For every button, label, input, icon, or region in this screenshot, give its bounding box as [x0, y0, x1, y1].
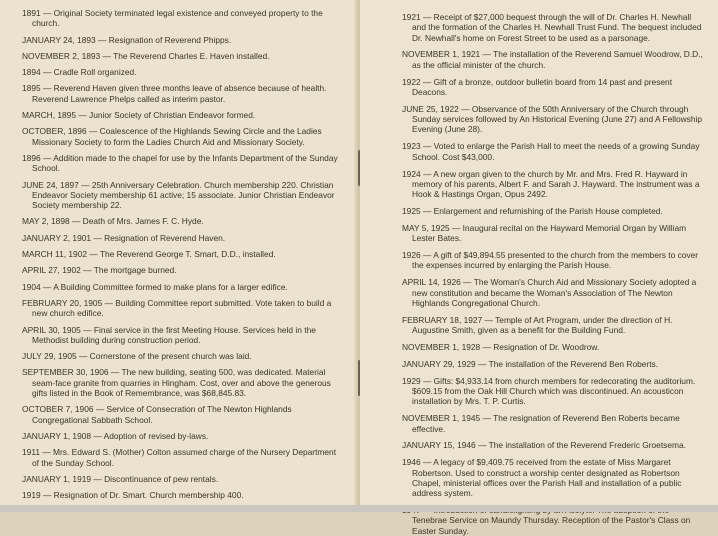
timeline-entry: JANUARY 2, 1901 — Resignation of Reverend Haven. — [22, 232, 226, 243]
timeline-entry: JUNE 25, 1922 — Observance of the 50th Anniversary of the Church through Sunday services followed by An Historical Evening (June 27) and A Fellowship Evening (June 28). — [402, 103, 703, 135]
timeline-entry: 1919 — Resignation of Dr. Smart. Church membership 400. — [22, 490, 244, 501]
timeline-entry: NOVEMBER 2, 1893 — The Reverend Charles E. Haven installed. — [22, 50, 270, 61]
timeline-entry: SEPTEMBER 30, 1906 — The new building, seating 500, was dedicated. Material seam-face granite from quarries in Hingham. Cost, over and above the generous gifts listed in the Book of Remembrance, was $68,845.83. — [22, 367, 331, 399]
timeline-entry: FEBRUARY 20, 1905 — Building Committee report submitted. Vote taken to build a new church edifice. — [22, 297, 332, 319]
timeline-entry: JANUARY 29, 1929 — The installation of the Reverend Ben Roberts. — [402, 358, 659, 369]
timeline-entry: 1923 — Voted to enlarge the Parish Hall to meet the needs of a growing Sunday School. Cost $43,000. — [402, 141, 700, 162]
timeline-entry: FEBRUARY 18, 1927 — Temple of Art Program, under the direction of H. Augustine Smith, given as a benefit for the Building Fund. — [402, 314, 673, 336]
timeline-entry: 1911 — Mrs. Edward S. (Mother) Colton assumed charge of the Nursery Department of the Sunday School. — [22, 447, 337, 468]
timeline-entry: JANUARY 24, 1893 — Resignation of Reverend Phipps. — [22, 34, 232, 45]
timeline-entry: MARCH 11, 1902 — The Reverend George T. Smart, D.D., installed. — [22, 249, 276, 260]
timeline-entry: APRIL 30, 1905 — Final service in the first Meeting House. Services held in the Methodist building during construction period. — [22, 324, 316, 345]
timeline-entry: JANUARY 15, 1946 — The installation of the Reverend Frederic Groetsema. — [402, 440, 686, 451]
timeline-entry: 1921 — Receipt of $27,000 bequest through the will of Dr. Charles H. Newhall and the formation of the Charles H. Newhall Trust Fund. The bequest included Dr. Newhall's home on Forest Street to be used as a parsonage. — [402, 12, 702, 43]
timeline-entry: 1904 — A Building Committee formed to make plans for a larger edifice. — [22, 281, 288, 292]
timeline-entry: NOVEMBER 1, 1928 — Resignation of Dr. Woodrow. — [402, 341, 600, 352]
timeline-entry: APRIL 14, 1926 — The Woman's Church Aid and Missionary Society adopted a new constitution and became the Woman's Association of The Newton Highlands Congregational Church. — [402, 277, 697, 308]
timeline-entry: MAY 2, 1898 — Death of Mrs. James F. C. Hyde. — [22, 216, 204, 227]
timeline-entry: APRIL 27, 1902 — The mortgage burned. — [22, 265, 177, 276]
timeline-entry: 1924 — A new organ given to the church by Mr. and Mrs. Fred R. Hayward in memory of his parents, Albert F. and Sarah J. Hayward. The instrument was a Hook & Hastings Organ, Opus 2492. — [402, 168, 700, 200]
timeline-entry: OCTOBER 7, 1906 — Service of Consecration of The Newton Highlands Congregational Sabbath School. — [22, 404, 292, 425]
timeline-entry: Tenebrae Service on Maundy Thursday. Reception of the Pastor's Class on Easter Sunday. — [412, 515, 691, 536]
timeline-entry: NOVEMBER 1, 1945 — The resignation of Reverend Ben Roberts became effective. — [402, 413, 680, 434]
timeline-entry: 1946 — A legacy of $9,409.75 received from the estate of Miss Margaret Robertson. Used to construct a worship center designated as Robertson Chapel, ministerial offices over the Parish Hall and installation of a public address system. — [402, 457, 682, 499]
timeline-entry: 1929 — Gifts: $4,933.14 from church members for redecorating the auditorium. $609.15 from the Oak Hill Church which was discontinued. An acousticon installation by Mrs. T. P. Curtis. — [402, 375, 696, 407]
timeline-entry: 1926 — A gift of $49,894.55 presented to the church from the members to cover the expenses incurred by enlarging the Parish House. — [402, 250, 699, 271]
timeline-entry: 1896 — Addition made to the chapel for use by the Infants Department of the Sunday School. — [22, 152, 338, 174]
timeline-entry: MARCH, 1895 — Junior Society of Christian Endeavor formed. — [22, 110, 256, 121]
timeline-entry: JANUARY 1, 1919 — Discontinuance of pew rentals. — [22, 473, 219, 484]
timeline-entry: JANUARY 1, 1908 — Adoption of revised by-laws. — [22, 430, 209, 441]
timeline-entry: 1925 — Enlargement and refurnishing of the Parish House completed. — [402, 206, 663, 217]
timeline-entry: NOVEMBER 1, 1921 — The installation of the Reverend Samuel Woodrow, D.D., as the official minister of the church. — [402, 49, 703, 70]
left-page — [0, 0, 358, 512]
timeline-entry: JULY 29, 1905 — Cornerstone of the present church was laid. — [22, 351, 252, 362]
timeline-entry: 1891 — Original Society terminated legal existence and conveyed property to the church. — [22, 8, 323, 29]
right-page — [360, 0, 718, 536]
timeline-entry: MAY 5, 1925 — Inaugural recital on the Hayward Memorial Organ by William Lester Bates. — [402, 222, 687, 244]
timeline-entry: 1922 — Gift of a bronze, outdoor bulletin board from 14 past and present Deacons. — [402, 76, 673, 97]
scan-edge — [0, 505, 718, 512]
timeline-entry: OCTOBER, 1896 — Coalescence of the Highlands Sewing Circle and the Ladies Missionary Society to form the Ladies Church Aid and Missionary Society. — [22, 126, 322, 147]
timeline-entry: JUNE 24, 1897 — 25th Anniversary Celebration. Church membership 220. Christian Endeavor Society membership 61 active; 15 associate. Junior Christian Endeavor Society membership 22. — [22, 179, 335, 211]
timeline-entry: 1894 — Cradle Roll organized. — [22, 67, 137, 78]
timeline-entry: 1895 — Reverend Haven given three months leave of absence because of health. Reverend Lawrence Phelps called as interim pastor. — [22, 83, 327, 104]
